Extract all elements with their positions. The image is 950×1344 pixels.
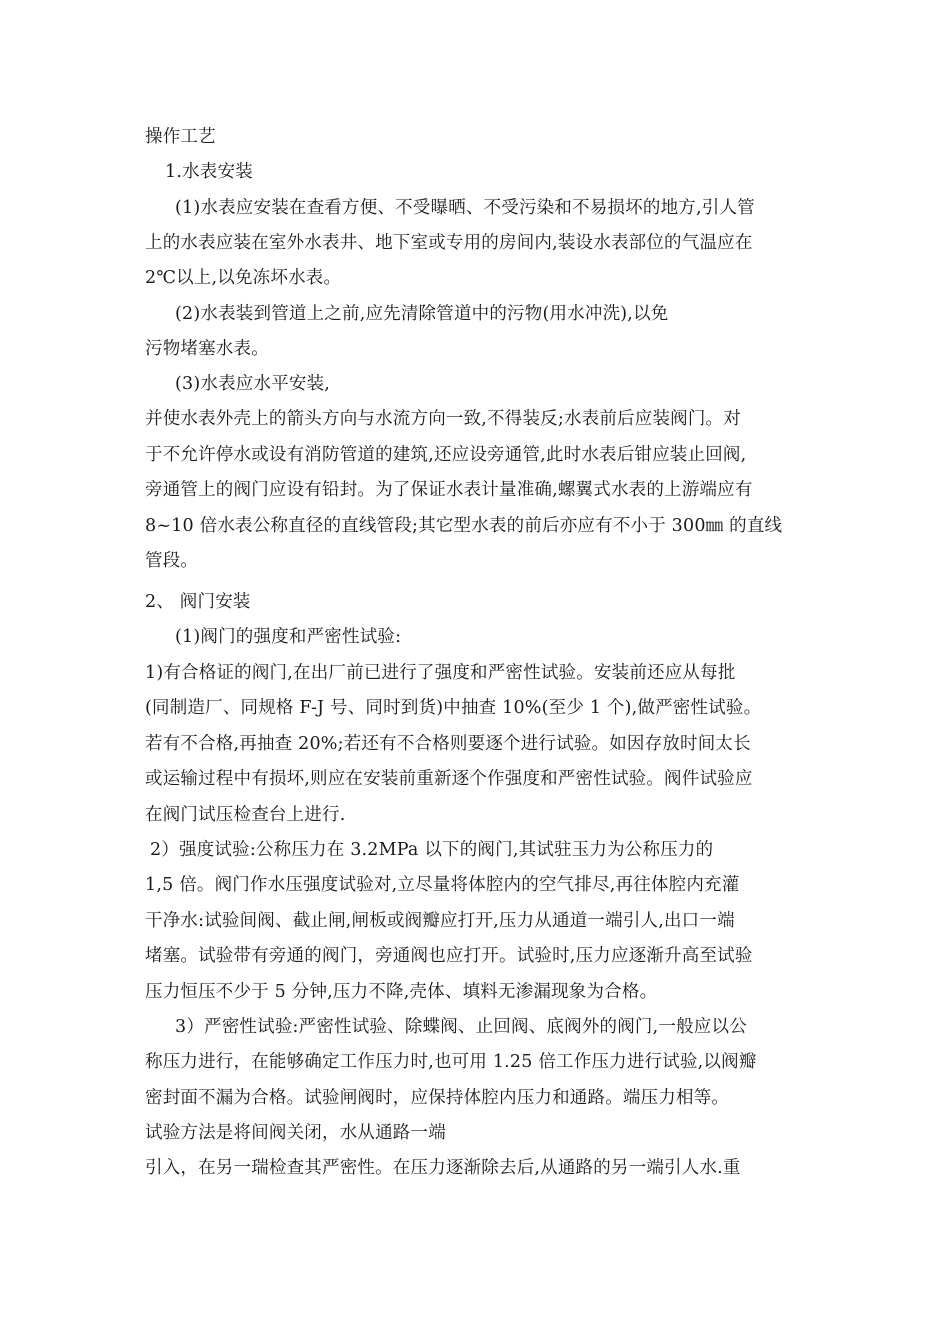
paragraph-line: (1)阀门的强度和严密性试验: [175,627,402,647]
paragraph-line: 干净水:试验间阀、截止闸,闸板或阀瓣应打开,压力从通道一端引人,出口一端 [145,911,735,931]
paragraph-line: 在阀门试压检查台上进行. [145,805,346,825]
subsection-heading: 2、 阀门安装 [145,592,251,612]
paragraph-line: 压力恒压不少于 5 分钟,压力不降,壳体、填料无渗漏现象为合格。 [145,982,658,1002]
paragraph-line: (1)水表应安装在查看方便、不受曝晒、不受污染和不易损坏的地方,引人管 [175,198,755,218]
paragraph-line: 试验方法是将间阀关闭，水从通路一端 [145,1123,446,1143]
subsection-heading: 1.水表安装 [165,162,253,182]
paragraph-line: 管段。 [145,551,199,571]
paragraph-line: 堵塞。试验带有旁通的阀门，旁通阀也应打开。试验时,压力应逐渐升高至试验 [145,946,753,966]
paragraph-line: (2)水表装到管道上之前,应先清除管道中的污物(用水冲洗),以免 [175,304,669,324]
paragraph-line: 1)有合格证的阀门,在出厂前已进行了强度和严密性试验。安装前还应从每批 [145,663,736,683]
paragraph-line: 旁通管上的阀门应设有铅封。为了保证水表计量准确,螺翼式水表的上游端应有 [145,480,753,500]
paragraph-line: 于不允许停水或设有消防管道的建筑,还应设旁通管,此时水表后钳应装止回阀, [145,445,747,465]
paragraph-line: 1,5 倍。阀门作水压强度试验对,立尽量将体腔内的空气排尽,再往体腔内充灌 [145,875,740,895]
paragraph-line: 3）严密性试验:严密性试验、除蝶阀、止回阀、底阀外的阀门,一般应以公 [175,1017,747,1037]
paragraph-line: (3)水表应水平安装, [175,374,331,394]
paragraph-line: 若有不合格,再抽查 20%;若还有不合格则要逐个进行试验。如因存放时间太长 [145,734,751,754]
paragraph-line: 上的水表应装在室外水表井、地下室或专用的房间内,装设水表部位的气温应在 [145,233,753,253]
paragraph-line: 引入，在另一瑞检查其严密性。在压力逐渐除去后,从通路的另一端引人水.重 [145,1158,741,1178]
paragraph-line: (同制造厂、同规格 F-J 号、同时到货)中抽查 10%(至少 1 个),做严密性试验。 [145,698,762,718]
paragraph-line: 称压力进行，在能够确定工作压力时,也可用 1.25 倍工作压力进行试验,以阀瓣 [145,1052,757,1072]
paragraph-line: 2）强度试验:公称压力在 3.2MPa 以下的阀门,其试驻玉力为公称压力的 [150,840,714,860]
paragraph-line: 或运输过程中有损坏,则应在安装前重新逐个作强度和严密性试验。阀件试验应 [145,769,753,789]
paragraph-line: 2℃以上,以免冻坏水表。 [145,268,342,288]
section-title: 操作工艺 [145,127,216,147]
paragraph-line: 密封面不漏为合格。试验闸阀时，应保持体腔内压力和通路。端压力相等。 [145,1088,730,1108]
paragraph-line: 污物堵塞水表。 [145,339,269,359]
paragraph-line: 8~10 倍水表公称直径的直线管段;其它型水表的前后亦应有不小于 300㎜ 的直线 [145,516,783,536]
paragraph-line: 并使水表外壳上的箭头方向与水流方向一致,不得装反;水表前后应装阀门。对 [145,409,741,429]
